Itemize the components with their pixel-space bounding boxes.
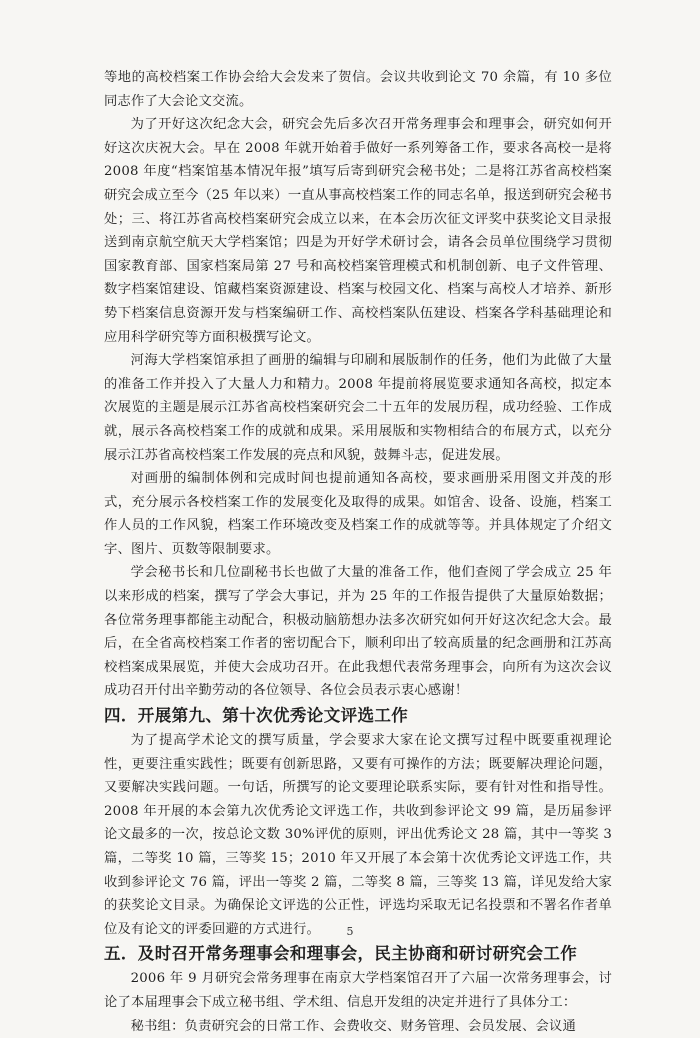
page-number: 5 (346, 925, 354, 938)
body-paragraph-4: 对画册的编制体例和完成时间也提前通知各高校，要求画册采用图文并茂的形式，充分展示各校档案工作的发展变化及取得的成果。如馆舍、设备、设施，档案工作人员的工作风貌，档案工作环境改变及档案工作的成就等等。并具体规定了介绍文字、图片、页数等限制要求。 (104, 471, 612, 557)
section-5-heading: 五．及时召开常务理事会和理事会，民主协商和研讨研究会工作 (104, 944, 578, 964)
body-paragraph-5: 学会秘书长和几位副秘书长也做了大量的准备工作，他们查阅了学会成立 25 年以来形成的档案，撰写了学会大事记，并为 25 年的工作报告提供了大量原始数据；各位常务理事都能主动配合，积极动脑筋想办法多次研究如何开好这次纪念大会。最后，在全省高校档案工作者的密切配合下，顺利印出了较高质量的纪念画册和江苏高校档案成果展览，并使大会成功召开。在此我想代表常务理事会，向所有为这次会议成功召开付出辛勤劳动的各位领导、各位会员表示衷心感谢！ (104, 565, 612, 699)
body-paragraph-2: 为了开好这次纪念大会，研究会先后多次召开常务理事会和理事会，研究如何开好这次庆祝大会。早在 2008 年就开始着手做好一系列筹备工作，要求各高校一是将 2008 年度“档案馆基本情况年报”填写后寄到研究会秘书处；二是将江苏省高校档案研究会成立至今（25 年以来）一直从事高校档案工作的同志名单，报送到研究会秘书处；三、将江苏省高校档案研究会成立以来，在本会历次征文评奖中获奖论文目录报送到南京航空航天大学档案馆；四是为开好学术研讨会，请各会员单位围绕学习贯彻国家教育部、国家档案局第 27 号和高校档案管理模式和机制创新、电子文件管理、数字档案馆建设、馆藏档案资源建设、档案与校园文化、档案与高校人才培养、新形势下档案信息资源开发与档案编研工作、高校档案队伍建设、档案各学科基础理论和应用科学研究等方面积极撰写论文。 (104, 117, 612, 345)
section-4-paragraph: 为了提高学术论文的撰写质量，学会要求大家在论文撰写过程中既要重视理论性，更要注重实践性；既要有创新思路，又要有可操作的方法；既要解决理论问题，又要解决实践问题。一句话，所撰写的论文要理论联系实际，要有针对性和指导性。2008 年开展的本会第九次优秀论文评选工作，共收到参评论文 99 篇，是历届参评论文最多的一次，按总论文数 30%评优的原则，评出优秀论文 28 篇，其中一等奖 3 篇，二等奖 10 篇，三等奖 15；2010 年又开展了本会第十次优秀论文评选工作，共收到参评论文 76 篇，评出一等奖 2 篇，二等奖 8 篇，三等奖 13 篇，详见发给大家的获奖论文目录。为确保论文评选的公正性，评选均采取无记名投票和不署名作者单位及有论文的评委回避的方式进行。 (104, 733, 612, 937)
section-5-last-line: 秘书组：负责研究会的日常工作、会费收交、财务管理、会员发展、会议通 (130, 1018, 576, 1034)
body-paragraph-1: 等地的高校档案工作协会给大会发来了贺信。会议共收到论文 70 余篇，有 10 多位同志作了大会论文交流。 (104, 70, 612, 109)
section-5-paragraph: 2006 年 9 月研究会常务理事在南京大学档案馆召开了六届一次常务理事会，讨论了本届理事会下成立秘书组、学术组、信息开发组的决定并进行了具体分工： (104, 971, 612, 1010)
body-paragraph-3: 河海大学档案馆承担了画册的编辑与印刷和展版制作的任务，他们为此做了大量的准备工作并投入了大量人力和精力。2008 年提前将展览要求通知各高校，拟定本次展览的主题是展示江苏省高校档案研究会二十五年的发展历程，成功经验、工作成就，展示各高校档案工作的成就和成果。采用展版和实物相结合的布展方式，以充分展示江苏省高校档案工作发展的亮点和风貌，鼓舞斗志，促进发展。 (104, 353, 612, 463)
section-4-heading: 四．开展第九、第十次优秀论文评选工作 (104, 706, 409, 726)
